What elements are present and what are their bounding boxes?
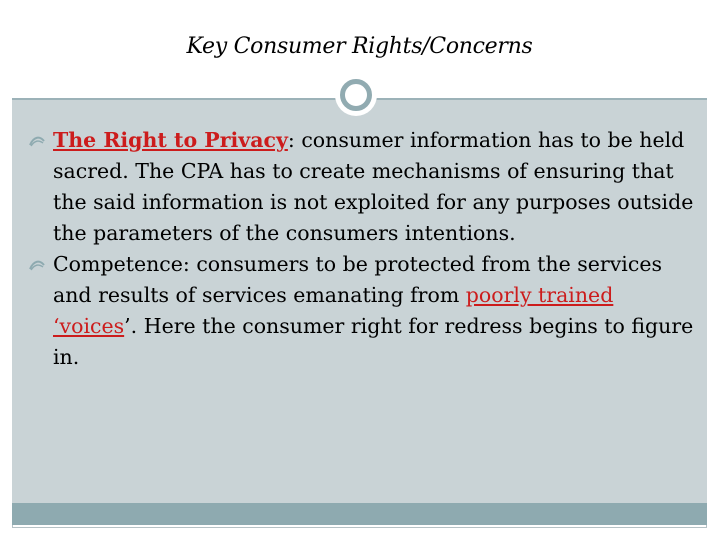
bullet-list — [30, 125, 695, 373]
competence-tail: ’. Here the consumer right for redress begins to figure in. — [53, 314, 694, 369]
bottom-bar — [12, 503, 707, 525]
bullet-privacy — [30, 125, 695, 249]
slide-title: Key Consumer Rights/Concerns — [186, 34, 533, 59]
curl-bullet-icon — [28, 132, 46, 150]
curl-bullet-icon — [28, 256, 46, 274]
privacy-text: : consumer information has to be held sacred. The CPA has to create mechanisms of ensuring that the said information is not exploited for any purposes outside the parameters of the consumers intentions. — [53, 128, 694, 245]
privacy-term: The Right to Privacy — [53, 128, 288, 152]
ring-icon — [340, 79, 372, 111]
bullet-competence — [30, 249, 695, 373]
poorly-trained-term: poorly trained ‘voices — [53, 283, 614, 338]
competence-lead: Competence: consumers to be protected from the services and results of services emanating from — [53, 252, 662, 307]
